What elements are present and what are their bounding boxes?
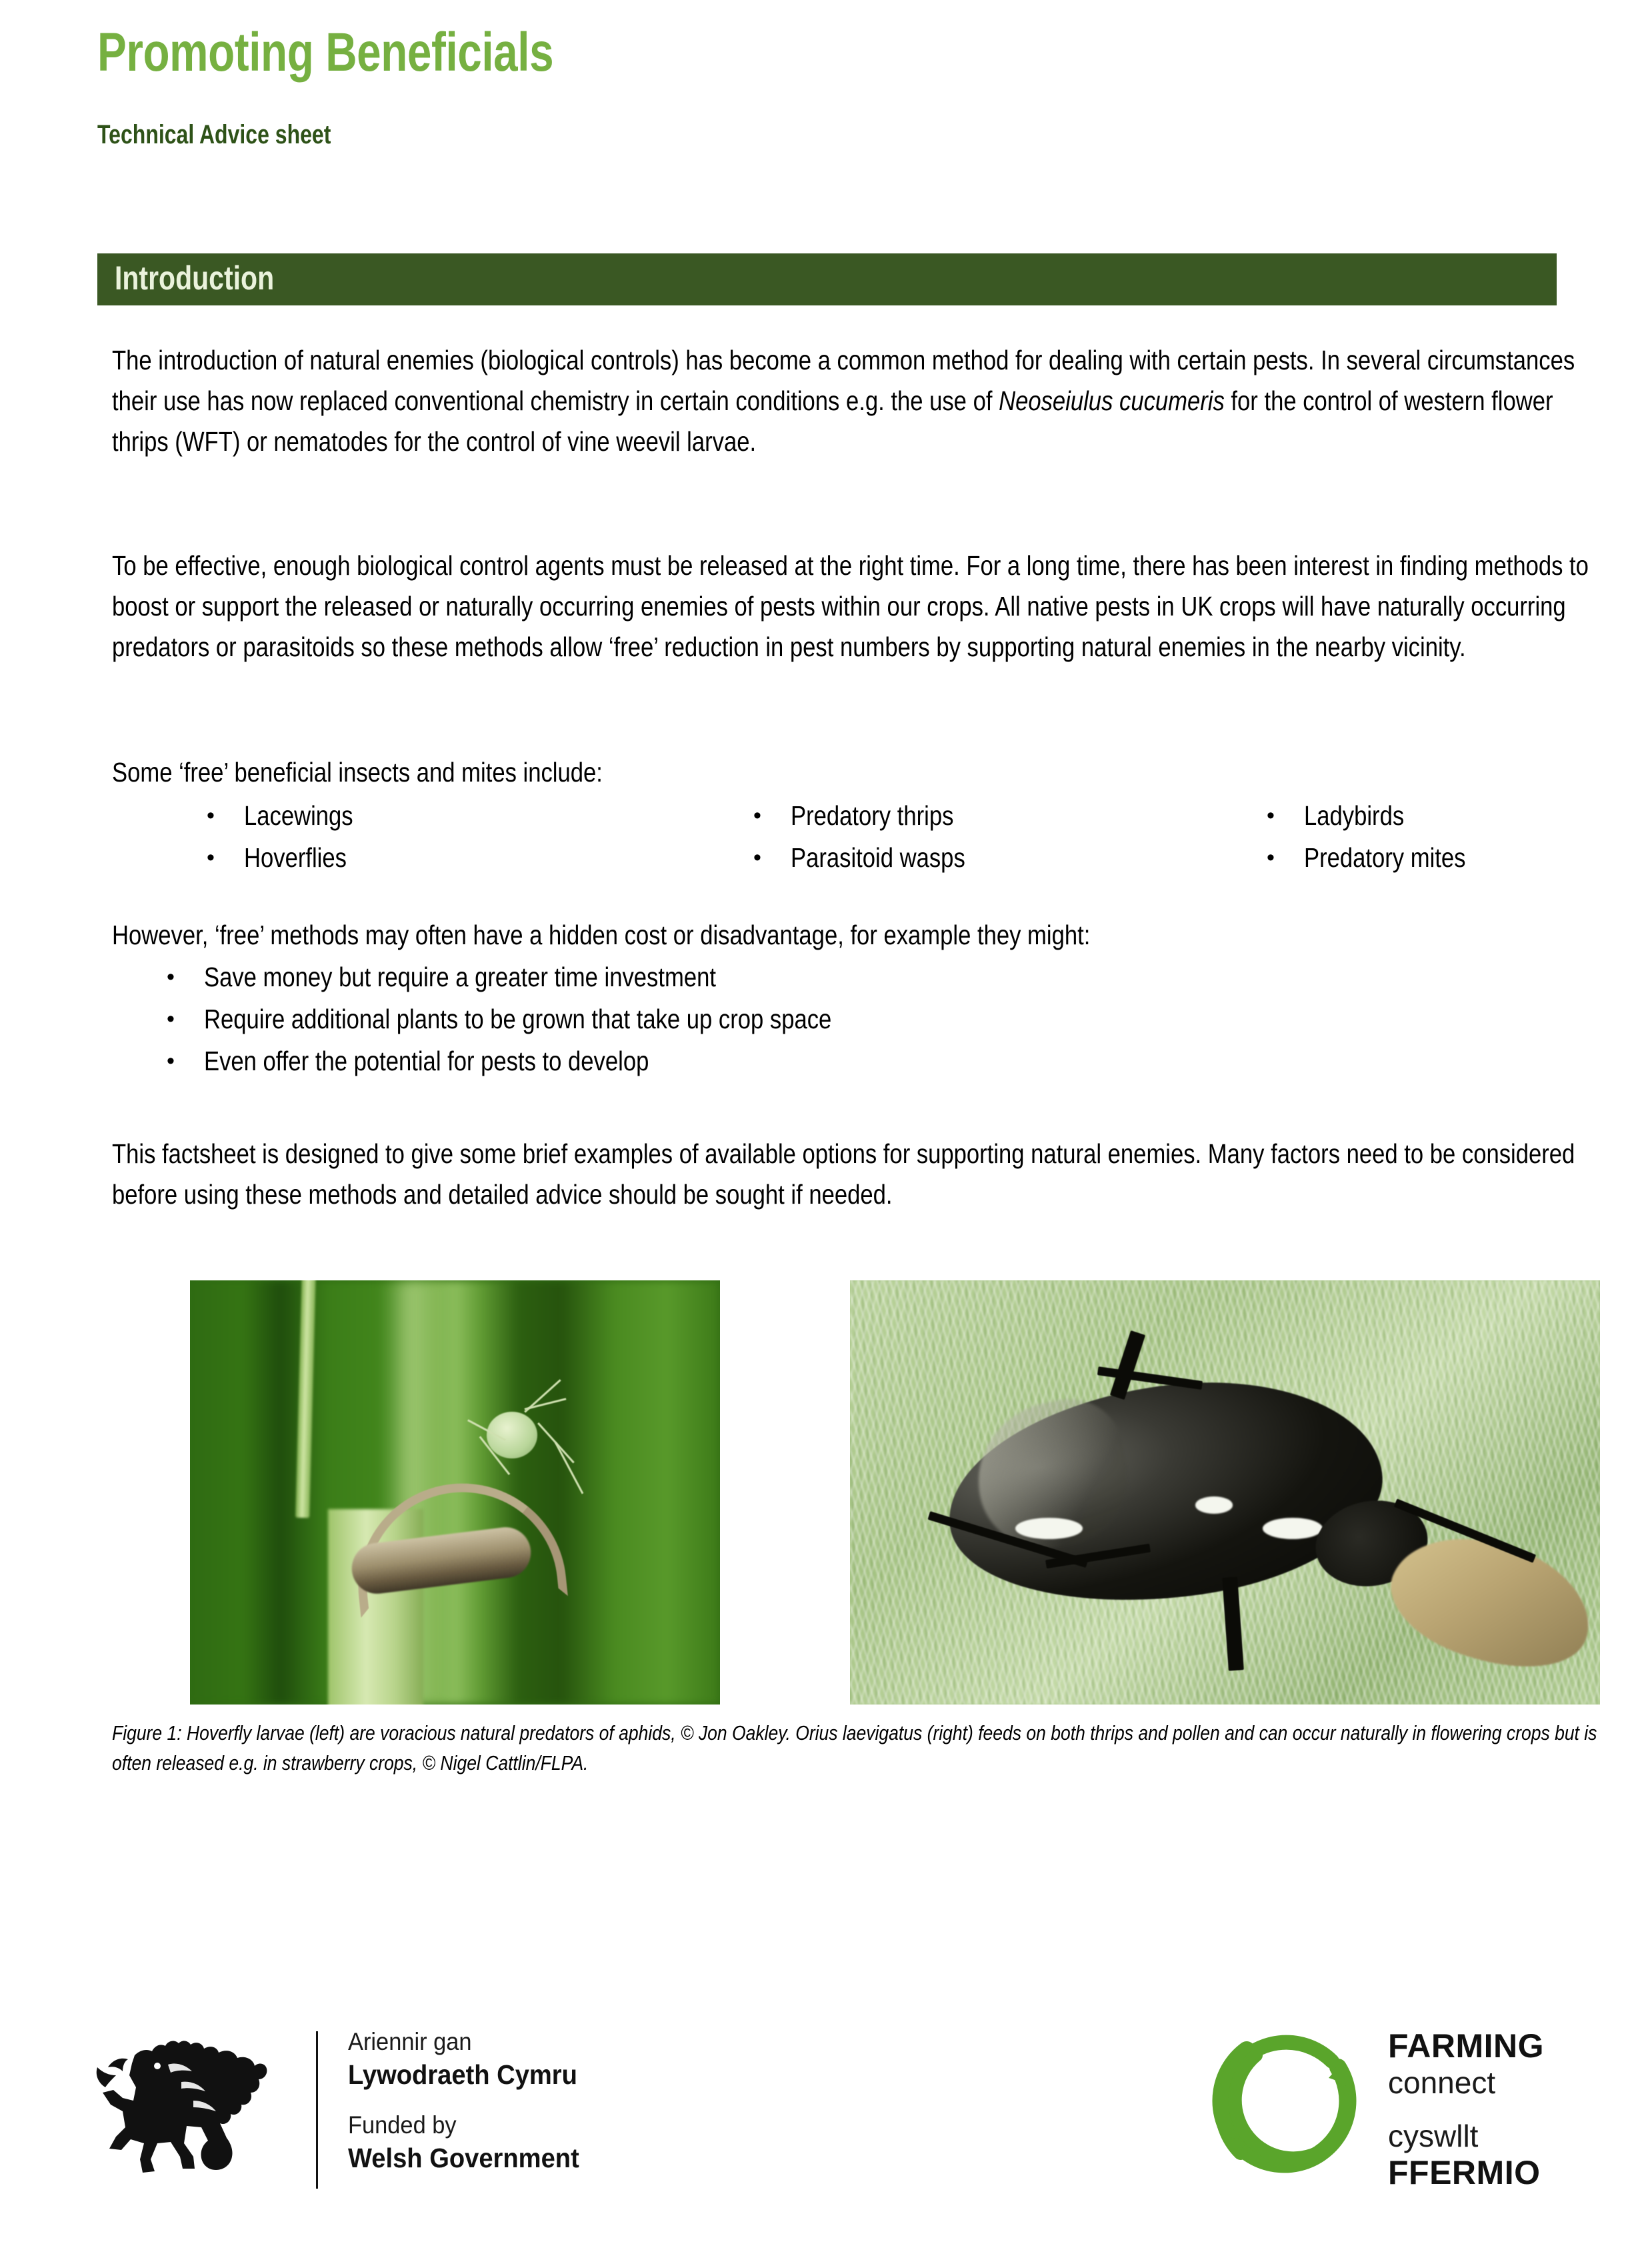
list-item-label: Parasitoid wasps [791, 842, 965, 873]
figure-orius-laevigatus-image [850, 1280, 1600, 1705]
welsh-dragon-icon [93, 2026, 280, 2193]
paragraph-1-part-a: The introduction of natural enemies (biological controls) has become a common method for dealing with certain pests. In several circumstances their use has now replaced conventional chemistry in certain conditions e.g. the use of [112, 345, 1575, 416]
wg-spacer [348, 2092, 615, 2109]
bullet-icon: • [167, 1048, 175, 1074]
list-item [753, 795, 995, 837]
list-item [207, 837, 371, 879]
bullet-icon: • [753, 803, 761, 828]
list-item-label: Predatory thrips [791, 800, 954, 831]
fc-line-ffermio: FFERMIO [1388, 2154, 1541, 2191]
orius-white-marking [1263, 1518, 1323, 1539]
list-item [167, 1040, 938, 1082]
hidden-cost-list [167, 956, 938, 1082]
page-title: Promoting Beneficials [97, 22, 554, 83]
logo-divider [316, 2031, 318, 2189]
list-item [1267, 795, 1493, 837]
wg-line-lywodraeth-cymru: Lywodraeth Cymru [348, 2059, 577, 2090]
wg-line-welsh-government: Welsh Government [348, 2143, 579, 2173]
species-name-italic: Neoseiulus cucumeris [999, 385, 1225, 416]
beneficials-column-1 [207, 795, 371, 879]
farming-connect-logo [1200, 2021, 1593, 2194]
orius-white-marking [1195, 1496, 1233, 1513]
list-item-label: Predatory mites [1304, 842, 1466, 873]
list-item-label: Save money but require a greater time investment [204, 962, 716, 992]
list-item [167, 956, 938, 998]
bullet-icon: • [167, 964, 175, 990]
fc-line-farming: FARMING [1388, 2027, 1545, 2065]
list-item [753, 837, 995, 879]
page-subtitle: Technical Advice sheet [97, 120, 331, 149]
beneficials-column-3 [1267, 795, 1493, 879]
bullet-icon: • [1267, 845, 1275, 870]
list-item-label: Lacewings [244, 800, 353, 831]
fc-line-cyswllt: cyswllt [1388, 2119, 1479, 2153]
bullet-icon: • [207, 803, 215, 828]
paragraph-factsheet-purpose: This factsheet is designed to give some brief examples of available options for supporting natural enemies. Many factors need to be considered before using these methods and detailed advice should be sought if needed. [112, 1138, 1575, 1210]
wg-line-funded-by: Funded by [348, 2111, 457, 2139]
bullet-icon: • [167, 1006, 175, 1032]
welsh-government-logo [93, 2026, 613, 2193]
list-item [1267, 837, 1493, 879]
list-item-label: Hoverflies [244, 842, 347, 873]
beneficials-column-2 [753, 795, 995, 879]
figure-hoverfly-larva-image [190, 1280, 720, 1705]
list-item [167, 998, 938, 1040]
beneficials-intro-text: Some ‘free’ beneficial insects and mites include: [112, 757, 603, 788]
bullet-icon: • [1267, 803, 1275, 828]
fc-line-connect: connect [1388, 2065, 1496, 2100]
orius-white-marking [1015, 1518, 1083, 1539]
list-item [207, 795, 371, 837]
list-item-label: Even offer the potential for pests to develop [204, 1046, 649, 1076]
fc-spacer [1388, 2101, 1544, 2118]
list-item-label: Ladybirds [1304, 800, 1405, 831]
wg-line-ariennir-gan: Ariennir gan [348, 2028, 472, 2055]
paragraph-effectiveness: To be effective, enough biological control agents must be released at the right time. For a long time, there has been interest in finding methods to boost or support the released or naturally occurring enemies of pests within our crops. All native pests in UK crops will have naturally occurring predators or parasitoids so these methods allow ‘free’ reduction in pest numbers by supporting natural enemies in the nearby vicinity. [112, 550, 1589, 662]
farming-connect-swirl-icon [1200, 2021, 1367, 2187]
bullet-icon: • [753, 845, 761, 870]
welsh-government-wordmark [348, 2026, 615, 2175]
paragraph-intro [112, 340, 1609, 462]
paragraph-1-part-b: for the control of western flower thrips (WFT) or nematodes for the control of vine weevil larvae. [112, 385, 1553, 457]
hidden-cost-intro-text: However, ‘free’ methods may often have a hidden cost or disadvantage, for example they might: [112, 920, 1091, 950]
section-header-introduction [97, 253, 1557, 305]
figure-caption: Figure 1: Hoverfly larvae (left) are voracious natural predators of aphids, © Jon Oakley. Orius laevigatus (right) feeds on both thrips and pollen and can occur naturally in flowering crops but is often released e.g. in strawberry crops, © Nigel Cattlin/FLPA. [112, 1721, 1597, 1775]
section-header-label: Introduction [115, 259, 275, 297]
list-item-label: Require additional plants to be grown that take up crop space [204, 1004, 832, 1034]
farming-connect-wordmark [1388, 2027, 1544, 2191]
bullet-icon: • [207, 845, 215, 870]
